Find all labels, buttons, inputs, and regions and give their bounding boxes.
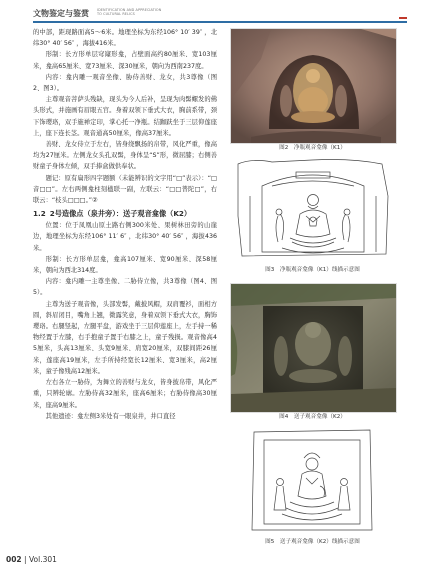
body-paragraph: 内容：龛内雕一观音坐像、胁侍善财、龙女，共3尊像（图2、图3）。 bbox=[33, 73, 217, 93]
header-accent-mark bbox=[399, 17, 407, 19]
paragraph-group-2 bbox=[33, 220, 217, 422]
text-column bbox=[33, 27, 217, 422]
body-paragraph: 其他遗迹：龛左侧3米处有一眼泉井，井口直径 bbox=[45, 412, 176, 420]
figure-5-drawing bbox=[246, 426, 378, 534]
figure-4-caption: 图4 送子观音龛像（K2） bbox=[279, 414, 346, 420]
page-number: 002 bbox=[6, 555, 22, 564]
journal-english-title bbox=[97, 8, 161, 16]
body-paragraph: 善财、龙女侍立于左右，皆身绕飘扬的帛带，风化严重，像高均为27厘米。左侧龙女头孔双髻，身体呈“S”形，微屈膝；右侧善财童子身体左倾，双手捧盒做供奉状。 bbox=[33, 141, 217, 171]
page-footer bbox=[6, 555, 57, 564]
body-paragraph: 形制：长方形单层龛，龛高107厘米、宽90厘米、深58厘米，朝向为西北314度。 bbox=[33, 255, 217, 275]
body-paragraph: 主尊为送子观音像，头部发髻，戴披风帽，双肩覆衫，面相方圆，斜眉闭目，嘴角上翘，微露笑意，身着双领下垂式大衣，胸饰璎珞。右腿竖起，左腿平盘，游戏坐于三层仰莲座上，左手持一稀物经置于左膝，右手抱童子置于右膝之上，童子残损。观音像高45厘米，头高13厘米、头宽9厘米、肩宽20厘米，双膝间距26厘米，莲座高19厘米，左手所持经宽长12厘米、宽3厘米，高2厘米，童子像残高12厘米。 bbox=[33, 300, 217, 375]
header-rule bbox=[33, 21, 407, 23]
body-paragraph: 形制：长方形单层穹窿形龛，占壁面高约80厘米、宽103厘米，龛高65厘米、宽73厘米、深30厘米，朝向为西南237度。 bbox=[33, 51, 217, 70]
section-title: 2号造像点（泉井旁）：送子观音龛像（K2） bbox=[49, 209, 192, 219]
niche-k1-photo bbox=[231, 29, 396, 143]
body-paragraph: 位置：位于凤凰山原土路右侧300米处、果树林田旁的山崖边，地理坐标为东经106° 11′ 6″ ，北纬30° 40′ 56″ ，海拔436米。 bbox=[33, 222, 217, 252]
body-paragraph: 左右各立一胁侍，为舞立的善财与龙女，皆身披帛带，风化严重，只辨轮廓。左胁侍高32厘米，座高6厘米；右胁侍像高30厘米，座高9厘米。 bbox=[33, 379, 217, 409]
niche-k1-line-drawing bbox=[232, 156, 394, 262]
figure-2-caption: 图2 净瓶观音龛像（K1） bbox=[279, 145, 346, 151]
body-paragraph: 内容：龛内雕一主尊坐像、二胁侍立像，共3尊像（图4、图5）。 bbox=[33, 278, 217, 297]
figure-5-caption: 图5 送子观音龛像（K2）线描示意图 bbox=[265, 539, 360, 545]
body-paragraph: 的中部，距现路面高5～6米。地理坐标为东经106° 10′ 39″ ，北纬30° 40′ 56″ ，海拔416米。 bbox=[33, 29, 217, 48]
niche-k2-photo bbox=[231, 284, 396, 412]
body-paragraph: 主尊观音菩萨头残缺，现头为今人后补，呈现为肉髻螺发的佛头形式，并施画有眉眼五官。身着双领下垂式大衣，胸前系带，颈下饰璎珞，双手施禅定印，掌心托一净瓶。结跏趺坐于三层仰莲座上，座下连长茎。观音通高50厘米，像高37厘米。 bbox=[33, 96, 217, 137]
journal-title: 文物鉴定与鉴赏 bbox=[33, 9, 89, 18]
journal-english-line2: TO CULTURAL RELICS bbox=[97, 12, 135, 16]
page-header bbox=[33, 8, 407, 24]
figure-3-drawing bbox=[232, 156, 394, 262]
body-paragraph: 题记：原有扁形四字题额（未能辨识的文字用“□”表示）：“□音□□”。左右两侧龛柱刻楹联一副，左联云：“□□普陀□”，右联云：“枝头□□□。”② bbox=[33, 174, 217, 205]
volume-number: Vol.301 bbox=[28, 555, 57, 564]
section-number: 1.2 bbox=[33, 209, 46, 219]
figure-3-caption: 图3 净瓶观音龛像（K1）线描示意图 bbox=[265, 267, 360, 273]
niche-k2-line-drawing bbox=[246, 426, 378, 534]
footer-separator: | bbox=[24, 555, 29, 564]
paragraph-group-1 bbox=[33, 27, 217, 206]
figure-4-photo bbox=[230, 283, 397, 413]
journal-english-line1: IDENTIFICATION AND APPRECIATION bbox=[97, 8, 162, 12]
figure-2-photo bbox=[230, 28, 397, 144]
section-heading bbox=[33, 208, 217, 219]
